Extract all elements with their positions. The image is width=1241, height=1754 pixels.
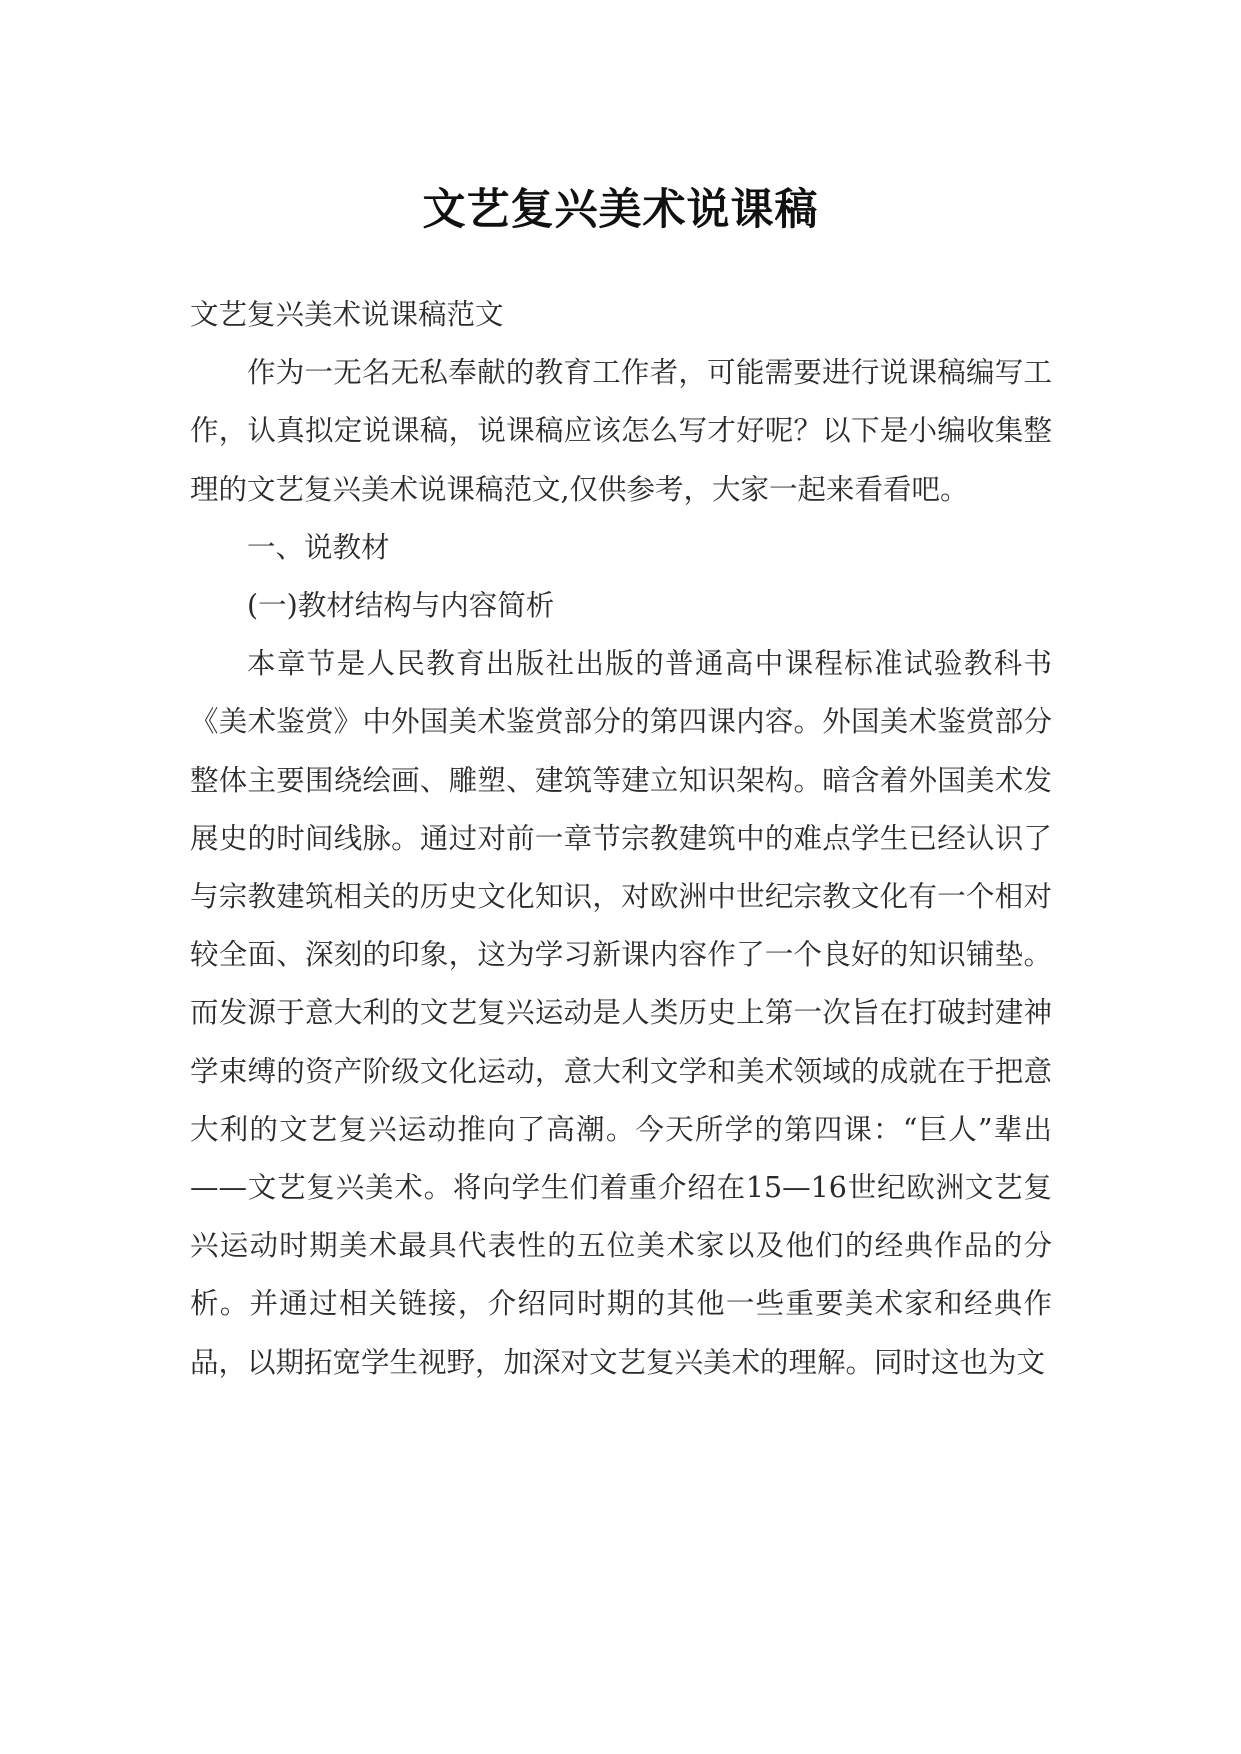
page-title: 文艺复兴美术说课稿: [422, 184, 819, 235]
subsection-heading: (一)教材结构与内容简析: [247, 589, 555, 623]
intro-paragraph: 作为一无名无私奉献的教育工作者，可能需要进行说课稿编写工作，认真拟定说课稿，说课稿应该怎么写才好呢？以下是小编收集整理的文艺复兴美术说课稿范文,仅供参考，大家一起来看看吧。: [190, 356, 1052, 506]
body-paragraph: 本章节是人民教育出版社出版的普通高中课程标准试验教科书《美术鉴赏》中外国美术鉴赏部分的第四课内容。外国美术鉴赏部分整体主要围绕绘画、雕塑、建筑等建立知识架构。暗含着外国美术发展史的时间线脉。通过对前一章节宗教建筑中的难点学生已经认识了与宗教建筑相关的历史文化知识，对欧洲中世纪宗教文化有一个相对较全面、深刻的印象，这为学习新课内容作了一个良好的知识铺垫。而发源于意大利的文艺复兴运动是人类历史上第一次旨在打破封建神学束缚的资产阶级文化运动，意大利文学和美术领域的成就在于把意大利的文艺复兴运动推向了高潮。今天所学的第四课：“巨人”辈出——文艺复兴美术。将向学生们着重介绍在15—16世纪欧洲文艺复兴运动时期美术最具代表性的五位美术家以及他们的经典作品的分析。并通过相关链接，介绍同时期的其他一些重要美术家和经典作品，以期拓宽学生视野，加深对文艺复兴美术的理解。同时这也为文: [190, 647, 1052, 1379]
subtitle-paragraph: 文艺复兴美术说课稿范文: [190, 298, 504, 331]
document-body: [190, 286, 1052, 1392]
section-heading: 一、说教材: [247, 530, 390, 564]
